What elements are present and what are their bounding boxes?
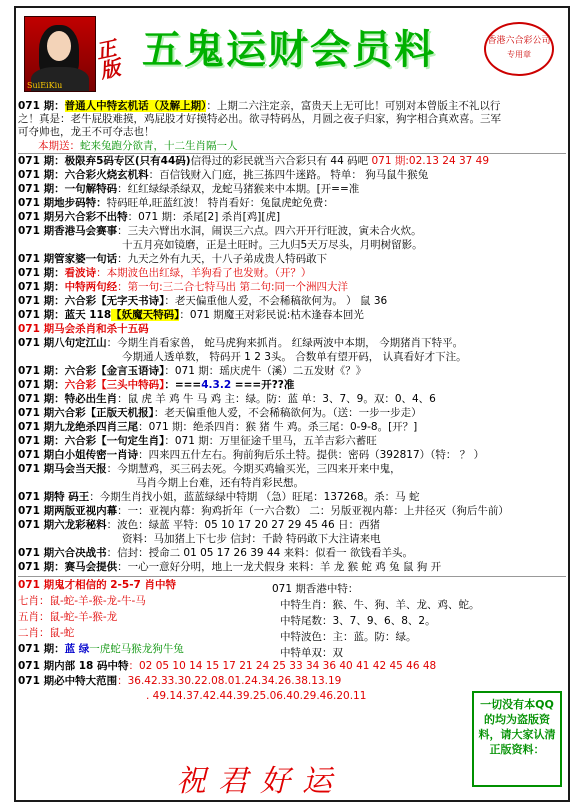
row-25: 071 期：六合彩【一句定生肖】：071 期：万里征途千里马，五羊吉彩六蓄旺 (18, 435, 377, 447)
hk-title: 071 期香港中特： (272, 583, 359, 595)
row-38: 二肖：鼠-蛇 (18, 627, 75, 639)
row-16: 071 期：蓝天 118【妖魔天特码】：071 期魔王对彩民说:枯木逢春本回光 (18, 309, 364, 321)
row-11: 十五月亮如镜磨，正是土旺时。三九归5天万尽头，月明树留影。 (122, 239, 423, 251)
row-36: 七肖：鼠-蛇-羊-猴-龙-牛-马 (18, 595, 146, 607)
row-8: 071 期地步码特：特码旺单,旺蓝红波！ 特肖看好：兔鼠虎蛇免费： (18, 197, 334, 209)
row-20: 071 期：六合彩【金言玉语诗】：071 期：瑶庆虎牛（溪）二五发财《？》 (18, 365, 367, 377)
row-26: 071 期白小姐传密一肖诗：四来四五什左右。狗前狗后乐土特。提供：密码（392817）（特： ？ ） (18, 449, 485, 461)
row-31: 071 期六龙彩秘料：波色：绿蓝 平特：05 10 17 20 27 29 45 46 日：西猪 (18, 519, 381, 531)
portrait-image (24, 16, 96, 92)
seal-subtext: 专用章 (507, 50, 531, 59)
header (16, 8, 568, 98)
official-seal (484, 22, 554, 76)
portrait-face (47, 31, 71, 61)
row-23: 071 期六合彩【正版天机报】：老天偏重他人爱，不会稀稿欲何为。（送：一步一步走） (18, 407, 422, 419)
row-18: 071 期八句定江山：今期生肖看家兽， 蛇马虎狗来抓肖。 红绿两波中本期， 今期猪肖下特平。 (18, 337, 464, 349)
row-37: 五肖：鼠-蛇-羊-猴-龙 (18, 611, 118, 623)
row-9: 071 期另六合彩不出特：071 期：杀尾[2] 杀肖[鸡][虎] (18, 211, 281, 223)
portrait-signature: SuiEiKiu (27, 81, 63, 90)
row-13: 071 期：看波诗：本期波色出红绿，羊狗看了也发财。（开？） (18, 267, 312, 279)
row-5: 071 期：极限弃5码专区(只有44码)信得过的彩民就当六合彩只有 44 码吧 071 期:02.13 24 37 49 (18, 155, 490, 167)
row-3: 可夺帅也，龙王不可夺志也！ (18, 126, 155, 138)
row-41: 071 期必中特大范围：36.42.33.30.22.08.01.24.34.26.38.13.19 (18, 675, 342, 687)
row-12: 071 期管家婆一句话：九天之外有九天，十八子弟成贵人特码敢下 (18, 253, 328, 265)
row-32: 资料：马加猪上下七步 信封：千龄 特码敢下大注请来电 (122, 533, 381, 545)
row-39: 071 期：蓝 绿一虎蛇马猴龙狗牛兔 (18, 643, 184, 655)
seal-text: 香港六合彩公司 (487, 36, 551, 46)
row-30: 071 期两版亚视内幕：一：亚视内幕：狗鸡折年（一六合数） 二：另版亚视内幕：上井径灭（狗后牛前） (18, 505, 509, 517)
row-27: 071 期马会当天报：今期慧鸡，买三码去死。今期买鸡输买光，三四来开来中鬼， (18, 463, 401, 475)
row-7: 071 期：一句解特码：红红绿绿杀绿双，龙蛇马猪猴来中本期。[开==准 (18, 183, 360, 195)
row-10: 071 期香港马会赛事：三夫六臂出水洞，闹误三六点。四六开开行旺波，寅未合火炊。 (18, 225, 422, 237)
row-2: 之！真是：老牛屁股难摸，鸡屁股才好摸特必出。欲寻特码丛，月圆之夜子归家，狗字相合真欢喜。三军 (18, 113, 501, 125)
row-15: 071 期：六合彩【无字天书诗】：老天偏重他人爱，不会稀稿欲何为。 ） 鼠 36 (18, 295, 388, 307)
divider (18, 153, 566, 154)
hk-line-1: 中特生肖：猴、牛、狗、羊、龙、鸡、蛇。 (280, 599, 480, 611)
row-4: 本期送：蛇来兔跑分欲青，十二生肖隔一人 (38, 140, 238, 152)
row-19: 今期通人透单数， 特码开 1 2 3头。 合数单有望开码， 认真看好才下注。 (122, 351, 467, 363)
row-34: 071 期：赛马会提供：一心一意好分明，地上一龙犬假身 来料：羊 龙 猴 蛇 鸡 兔 鼠 狗 开 (18, 561, 442, 573)
row-40: 071 期内部 18 码中特：02 05 10 14 15 17 21 24 25 33 34 36 40 41 42 45 46 48 (18, 660, 437, 672)
row-24: 071 期九龙绝杀四肖三尾：071 期：绝杀四肖：猴 猪 牛 鸡。杀三尾：0-9-8。[开？] (18, 421, 418, 433)
anti-piracy-notice: 一切没有本QQ 的均为盗版资料，请大家认清正版资料： (472, 691, 562, 787)
page-frame (14, 6, 570, 802)
row-17: 071 期马会杀肖和杀十五码 (18, 323, 149, 335)
hk-line-4: 中特单双：双 (280, 647, 343, 659)
hk-line-3: 中特波色：主：蓝。防：绿。 (280, 631, 417, 643)
row-14: 071 期：中特两句经：第一句:三二合七特马出 第二句:同一个洲四大洋 (18, 281, 348, 293)
row-1: 071 期：普通人中特玄机话（及解上期）：上期二六注定亲，富贵天上无可比！可别对本曾版主不礼以行 (18, 100, 501, 112)
hk-line-2: 中特尾数：3、7、9、6、8、2。 (280, 615, 436, 627)
row-33: 071 期六合决战书：信封：授命二 01 05 17 26 39 44 来料：似看一 欲钱看羊头。 (18, 547, 413, 559)
row-6: 071 期：六合彩火烧玄机料：百信钱财入门庭，挑三拣四牛迷路。 特单： 狗马鼠牛猴兔 (18, 169, 429, 181)
row-28: 马肖今期上台难，还有特肖彩民想。 (136, 477, 304, 489)
row-21: 071 期：六合彩【三头中特码】：===4.3.2 ===开??准 (18, 379, 295, 391)
divider (18, 576, 566, 577)
row-42: . 49.14.37.42.44.39.25.06.40.29.46.20.11 (146, 690, 367, 702)
page-title: 五鬼运财会员料 (142, 27, 436, 73)
row-29: 071 期特 码王：今期生肖找小姐，蓝蓝绿绿中特期 （急）旺尾：137268。杀：马 蛇 (18, 491, 420, 503)
footer-greeting: 祝君好运 (176, 764, 344, 799)
row-22: 071 期：特必出生肖：鼠 虎 羊 鸡 牛 马 鸡 主：绿。防：蓝 单：3、7、9。双：0、4、6 (18, 393, 436, 405)
zhengban-label: 正版 (93, 35, 123, 84)
row-35: 071 期鬼才相信的 2-5-7 肖中特 (18, 579, 177, 591)
